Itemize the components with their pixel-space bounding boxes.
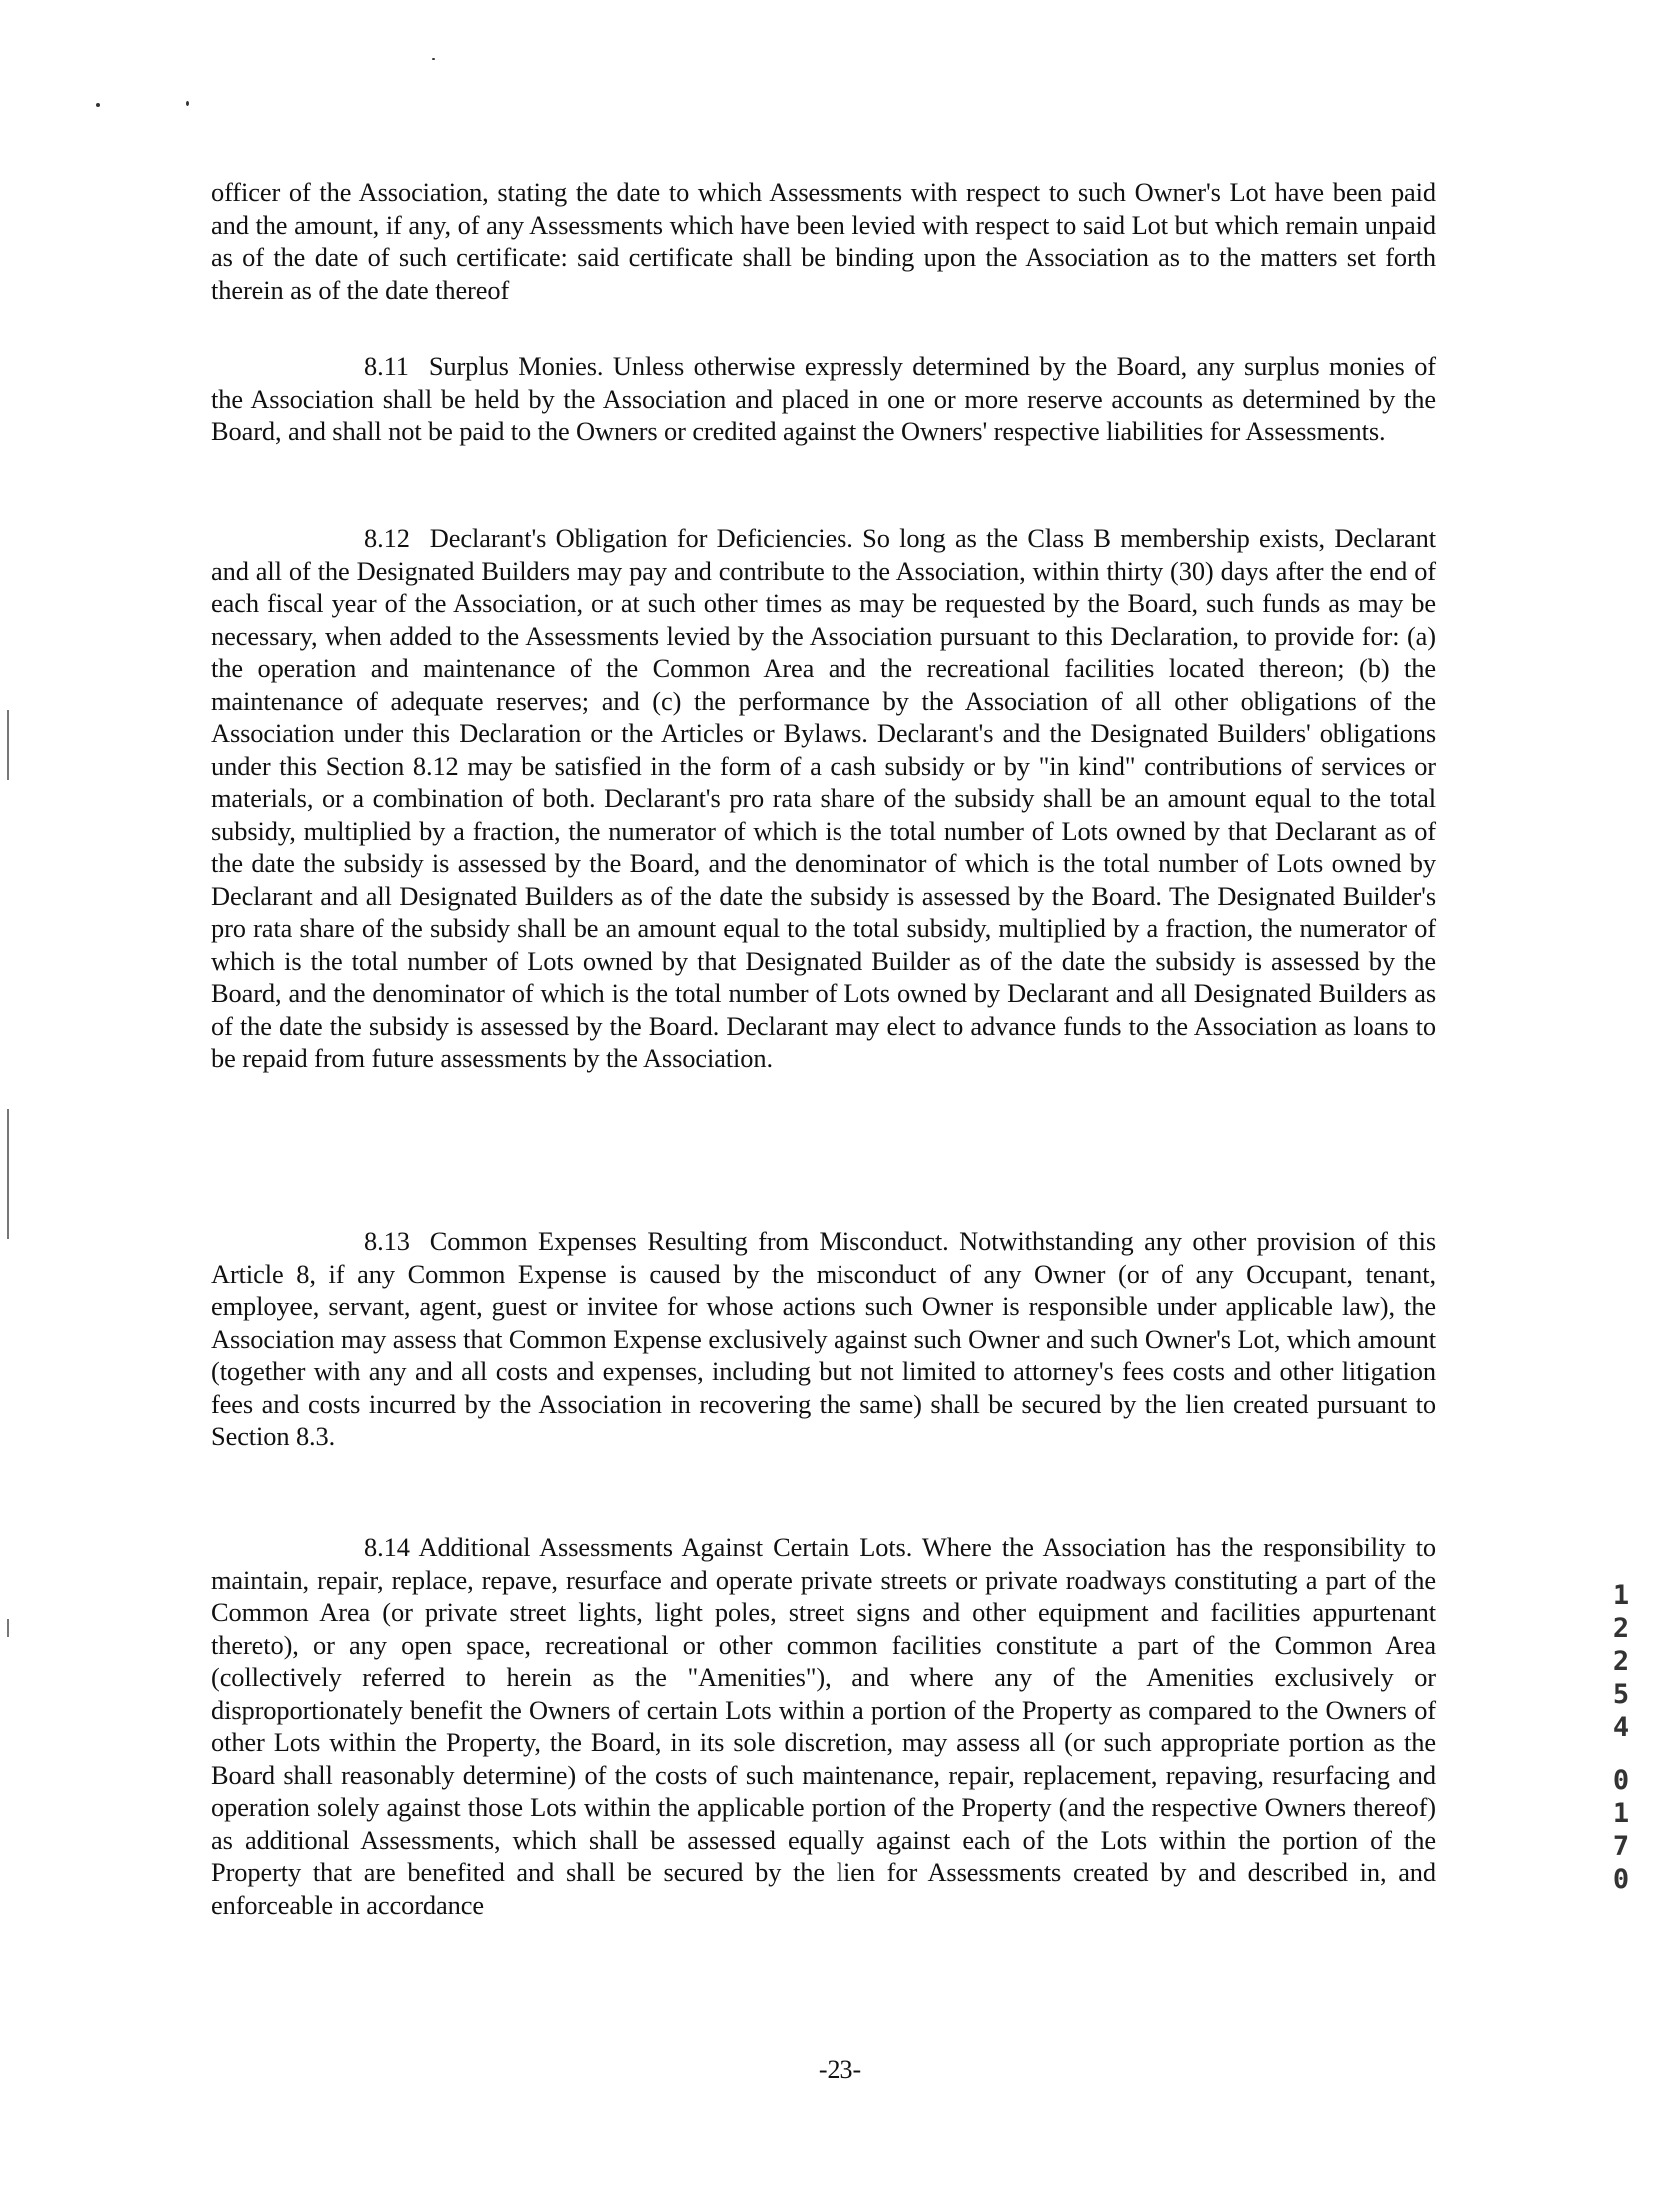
section-8-11 — [211, 350, 1436, 448]
section-8-13 — [211, 1225, 1436, 1453]
scan-speck — [432, 58, 435, 60]
stamp-digit: 1 — [1612, 1798, 1630, 1829]
page-number: -23- — [818, 2055, 862, 2084]
section-text: Additional Assessments Against Certain Lots. Where the Association has the responsibility to maintain, repair, replace, repave, resurface and operate private streets or private roadways constituting a part of the Common Area (or private street lights, light poles, street signs and other equipment and facilities appurtenant thereto), or any open space, recreational or other common facilities constitute a part of the Common Area (collectively referred to herein as the "Amenities"), and where any of the Amenities exclusively or disproportionately benefit the Owners of certain Lots within a portion of the Property as compared to the Owners of other Lots within the Property, the Board, in its sole discretion, may assess all (or such appropriate portion as the Board shall reasonably determine) of the costs of such maintenance, repair, replacement, repaving, resurfacing and operation solely against those Lots within the applicable portion of the Property (and the respective Owners thereof) as additional Assessments, which shall be assessed equally against each of the Lots within the portion of the Property that are benefited and shall be secured by the lien for Assessments created by and described in, and enforceable in accordance — [211, 1532, 1437, 1920]
section-8-14 — [211, 1531, 1436, 1921]
scan-speck — [96, 103, 100, 107]
scan-speck — [186, 101, 189, 106]
stamp-digit: 2 — [1612, 1646, 1630, 1677]
scan-edge-mark — [7, 710, 9, 780]
stamp-digit: 4 — [1612, 1712, 1630, 1743]
section-text: Declarant's Obligation for Deficiencies. So long as the Class B membership exists, Declarant and all of the Designated Builders may pay and contribute to the Association, within thirty (30) days after the end of each fiscal year of the Association, or at such other times as may be requested by the Board, such funds as may be necessary, when added to the Assessments levied by the Association pursuant to this Declaration, to provide for: (a) the operation and maintenance of the Common Area and the recreational facilities located thereon; (b) the maintenance of adequate reserves; and (c) the performance by the Association of all other obligations of the Association under this Declaration or the Articles or Bylaws. Declarant's and the Designated Builders' obligations under this Section 8.12 may be satisfied in the form of a cash subsidy or by "in kind" contributions of services or materials, or a combination of both. Declarant's pro rata share of the subsidy shall be an amount equal to the total subsidy, multiplied by a fraction, the numerator of which is the total number of Lots owned by that Declarant as of the date the subsidy is assessed by the Board, and the denominator of which is the total number of Lots owned by Declarant and all Designated Builders as of the date the subsidy is assessed by the Board. The Designated Builder's pro rata share of the subsidy shall be an amount equal to the total subsidy, multiplied by a fraction, the numerator of which is the total number of Lots owned by that Designated Builder as of the date the subsidy is assessed by the Board, and the denominator of which is the total number of Lots owned by Declarant and all Designated Builders as of the date the subsidy is assessed by the Board. Declarant may elect to advance funds to the Association as loans to be repaid from future assessments by the Association. — [211, 523, 1436, 1073]
section-number: 8.11 — [364, 351, 409, 381]
section-number: 8.14 — [364, 1532, 410, 1562]
stamp-digit: 1 — [1612, 1580, 1630, 1611]
section-text: Surplus Monies. Unless otherwise expressly determined by the Board, any surplus monies of the Association shall be held by the Association and placed in one or more reserve accounts as determined by the Board, and shall not be paid to the Owners or credited against the Owners' respective liabilities for Assessments. — [211, 351, 1436, 446]
section-text: Common Expenses Resulting from Misconduct. Notwithstanding any other provision of this Article 8, if any Common Expense is caused by the misconduct of any Owner (or of any Occupant, tenant, employee, servant, agent, guest or invitee for whose actions such Owner is responsible under applicable law), the Association may assess that Common Expense exclusively against such Owner and such Owner's Lot, which amount (together with any and all costs and expenses, including but not limited to attorney's fees costs and other litigation fees and costs incurred by the Association in recovering the same) shall be secured by the lien created pursuant to Section 8.3. — [211, 1226, 1436, 1451]
recording-stamp — [1607, 1579, 1635, 1896]
stamp-digit: 5 — [1612, 1679, 1630, 1710]
stamp-digit: 0 — [1612, 1765, 1630, 1796]
stamp-digit: 2 — [1612, 1613, 1630, 1644]
section-number: 8.13 — [364, 1226, 410, 1256]
stamp-digit: 7 — [1612, 1831, 1630, 1862]
scan-edge-mark — [7, 1109, 9, 1239]
stamp-gap — [1607, 1744, 1635, 1764]
section-number: 8.12 — [364, 523, 410, 553]
section-8-12 — [211, 522, 1436, 1075]
continued-paragraph: officer of the Association, stating the date to which Assessments with respect to such Owner's Lot have been paid and the amount, if any, of any Assessments which have been levied with respect to said Lot but which remain unpaid as of the date of such certificate: said certificate shall be binding upon the Association as to the matters set forth therein as of the date thereof — [211, 177, 1436, 305]
stamp-digit: 0 — [1612, 1864, 1630, 1895]
scan-edge-mark — [7, 1619, 9, 1637]
